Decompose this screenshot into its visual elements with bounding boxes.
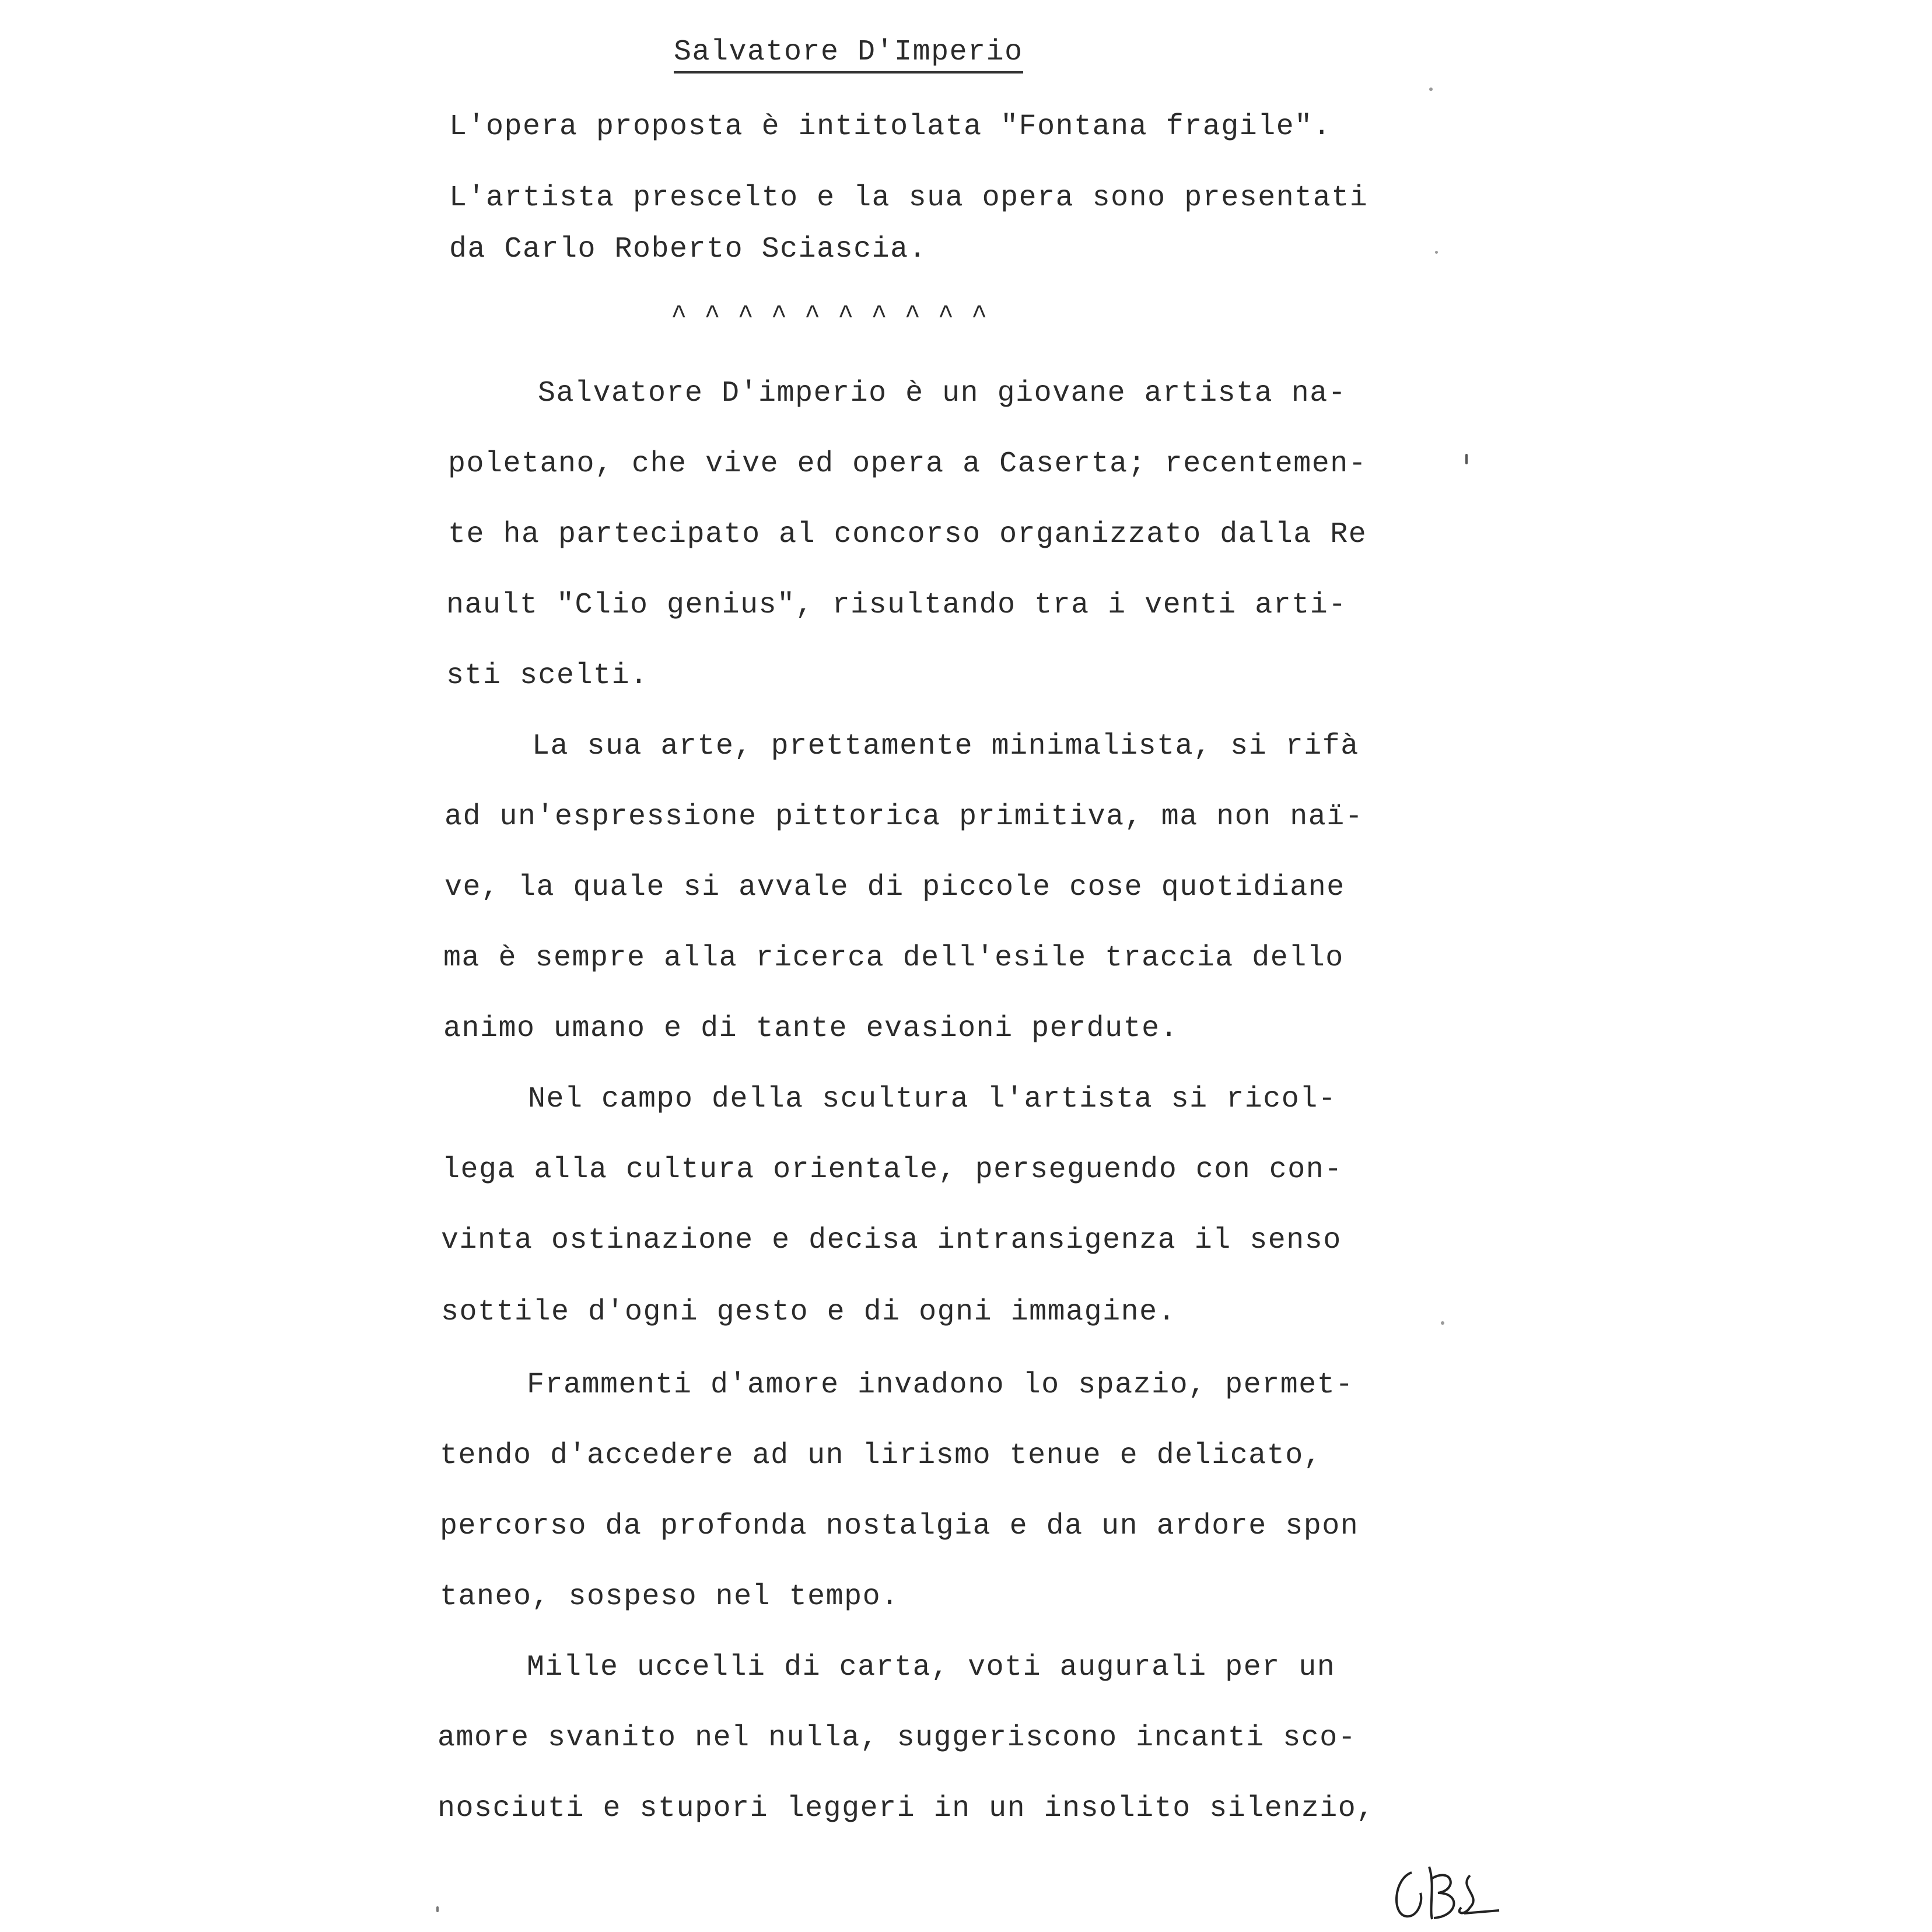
body-line: sti scelti. [446,659,649,692]
body-line: Nel campo della scultura l'artista si ricol- [528,1083,1337,1116]
body-line: taneo, sospeso nel tempo. [440,1580,900,1614]
body-line: animo umano e di tante evasioni perdute. [443,1012,1179,1045]
body-line: Salvatore D'imperio è un giovane artista na- [538,377,1347,410]
body-line: percorso da profonda nostalgia e da un ardore spon [440,1510,1359,1543]
body-line: ma è sempre alla ricerca dell'esile traccia dello [443,942,1344,975]
body-line: amore svanito nel nulla, suggeriscono incanti sco- [438,1721,1357,1755]
document-title: Salvatore D'Imperio [674,35,1023,74]
body-line: sottile d'ogni gesto e di ogni immagine. [441,1296,1177,1329]
intro-line: L'artista prescelto e la sua opera sono presentati [449,181,1368,215]
speck-mark [1435,251,1438,254]
speck-mark [1441,1321,1444,1325]
body-line: ve, la quale si avvale di piccole cose quotidiane [444,871,1345,904]
body-line: lega alla cultura orientale, perseguendo con con- [442,1153,1343,1186]
speck-mark [1465,454,1468,464]
speck-mark [436,1906,439,1912]
body-line: La sua arte, prettamente minimalista, si rifà [532,730,1359,763]
handwritten-signature [1388,1861,1505,1925]
intro-line: L'opera proposta è intitolata "Fontana fragile". [449,110,1332,144]
speck-mark [1429,88,1433,91]
body-line: tendo d'accedere ad un lirismo tenue e delicato, [440,1439,1322,1472]
body-line: vinta ostinazione e decisa intransigenza il senso [441,1224,1342,1257]
separator-carets: ^ ^ ^ ^ ^ ^ ^ ^ ^ ^ [671,301,988,331]
body-line: ad un'espressione pittorica primitiva, ma non naï- [444,800,1364,834]
body-line: Frammenti d'amore invadono lo spazio, permet- [527,1368,1354,1402]
body-line: nault "Clio genius", risultando tra i venti arti- [446,589,1347,622]
body-line: Mille uccelli di carta, voti augurali per un [527,1651,1336,1684]
intro-line: da Carlo Roberto Sciascia. [449,233,928,266]
body-line: nosciuti e stupori leggeri in un insolito silenzio, [438,1792,1375,1825]
body-line: te ha partecipato al concorso organizzato dalla Re [448,518,1367,551]
body-line: poletano, che vive ed opera a Caserta; recentemen- [448,447,1367,481]
